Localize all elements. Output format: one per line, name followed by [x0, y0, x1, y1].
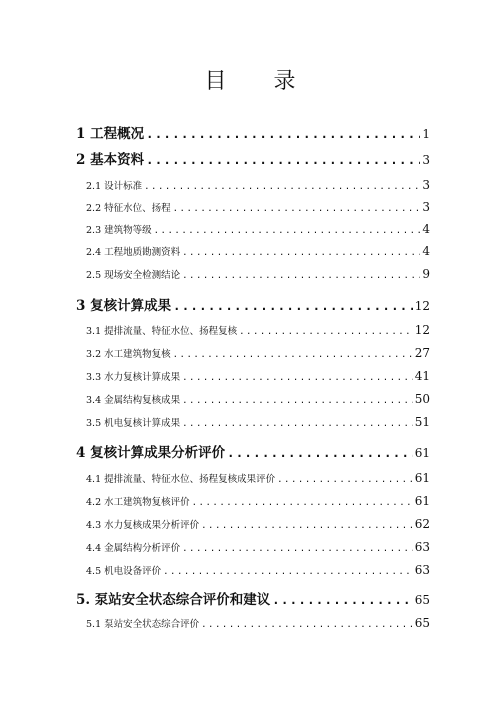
toc-entry-page: 61 [414, 446, 430, 460]
toc-entry[interactable] [86, 471, 430, 485]
toc-entry-label: 4 复核计算成果分析评价 [76, 445, 226, 461]
toc-dot-leader [163, 567, 413, 577]
toc-dot-leader [182, 373, 413, 383]
toc-entry[interactable] [86, 244, 430, 258]
toc-entry-label: 2.1 设计标准 [86, 181, 143, 192]
toc-entry[interactable] [86, 200, 430, 214]
page-title: 目 录 [204, 69, 316, 94]
toc-dot-leader [173, 350, 413, 360]
toc-entry-page: 3 [422, 200, 430, 214]
toc-dot-leader [182, 271, 420, 281]
toc-entry-page: 61 [414, 471, 430, 485]
toc-entry-label: 3.4 金属结构复核成果 [86, 395, 181, 406]
toc-entry-label: 2.2 特征水位、扬程 [86, 203, 171, 214]
toc-entry[interactable] [86, 563, 430, 577]
toc-entry[interactable] [86, 540, 430, 554]
toc-entry-label: 4.1 提排流量、特征水位、扬程复核成果评价 [86, 474, 276, 485]
toc-dot-leader [192, 498, 413, 508]
toc-dot-leader [201, 521, 413, 531]
toc-entry-page: 63 [414, 540, 430, 554]
toc-entry-page: 65 [414, 593, 430, 607]
toc-dot-leader [182, 396, 413, 406]
toc-dot-leader [154, 226, 421, 236]
toc-entry-page: 4 [422, 222, 430, 236]
toc-entry-label: 3.5 机电复核计算成果 [86, 418, 181, 429]
toc-dot-leader [272, 593, 412, 607]
toc-entry-label: 4.2 水工建筑物复核评价 [86, 497, 190, 508]
toc-entry[interactable] [86, 494, 430, 508]
toc-entry-label: 3 复核计算成果 [76, 298, 172, 314]
toc-entry-page: 61 [414, 494, 430, 508]
toc-dot-leader [182, 544, 413, 554]
toc-entry[interactable] [86, 392, 430, 406]
toc-dot-leader [277, 475, 413, 485]
toc-entry[interactable] [86, 369, 430, 383]
toc-entry-page: 1 [422, 127, 430, 141]
toc-entry[interactable] [86, 222, 430, 236]
toc-entry-page: 41 [414, 369, 430, 383]
toc-dot-leader [227, 446, 413, 460]
toc-entry-page: 62 [414, 517, 430, 531]
toc-entry-page: 27 [414, 346, 430, 360]
toc-dot-leader [146, 127, 420, 141]
toc-entry[interactable] [86, 517, 430, 531]
toc-entry[interactable] [76, 122, 430, 142]
toc-dot-leader [173, 299, 413, 313]
toc-entry-page: 63 [414, 563, 430, 577]
toc-entry-page: 3 [422, 178, 430, 192]
toc-entry[interactable] [76, 588, 430, 608]
toc-entry[interactable] [86, 616, 430, 630]
toc-dot-leader [144, 182, 420, 192]
toc-entry-label: 2.5 现场安全检测结论 [86, 270, 181, 281]
toc-dot-leader [239, 327, 413, 337]
toc-entry-page: 51 [414, 415, 430, 429]
toc-entry-label: 4.5 机电设备评价 [86, 566, 162, 577]
toc-entry[interactable] [86, 346, 430, 360]
toc-entry-label: 4.4 金属结构分析评价 [86, 543, 181, 554]
toc-entry-label: 5. 泵站安全状态综合评价和建议 [76, 592, 271, 608]
toc-entry-label: 3.1 提排流量、特征水位、扬程复核 [86, 326, 238, 337]
toc-dot-leader [201, 620, 413, 630]
toc-entry-page: 12 [414, 299, 430, 313]
toc-entry-label: 3.2 水工建筑物复核 [86, 349, 171, 360]
toc-dot-leader [146, 153, 420, 167]
toc-entry-label: 1 工程概况 [76, 126, 145, 142]
toc-entry-label: 2.3 建筑物等级 [86, 225, 152, 236]
toc-entry-page: 3 [422, 153, 430, 167]
toc-dot-leader [182, 248, 420, 258]
toc-entry-page: 65 [414, 616, 430, 630]
toc-entry-label: 2.4 工程地质勘测资料 [86, 247, 181, 258]
toc-dot-leader [182, 419, 413, 429]
toc-dot-leader [173, 204, 421, 214]
toc-entry-page: 50 [414, 392, 430, 406]
toc-entry-page: 12 [414, 323, 430, 337]
toc-entry-label: 2 基本资料 [76, 152, 145, 168]
toc-entry[interactable] [86, 323, 430, 337]
toc-entry-label: 3.3 水力复核计算成果 [86, 372, 181, 383]
toc-entry[interactable] [76, 148, 430, 168]
toc-entry[interactable] [76, 441, 430, 461]
toc-entry[interactable] [86, 178, 430, 192]
toc-entry-label: 4.3 水力复核成果分析评价 [86, 520, 200, 531]
toc-entry-label: 5.1 泵站安全状态综合评价 [86, 619, 200, 630]
toc-entry[interactable] [86, 415, 430, 429]
toc-entry[interactable] [76, 294, 430, 314]
toc-entry-page: 4 [422, 244, 430, 258]
toc-entry[interactable] [86, 267, 430, 281]
toc-entry-page: 9 [422, 267, 430, 281]
